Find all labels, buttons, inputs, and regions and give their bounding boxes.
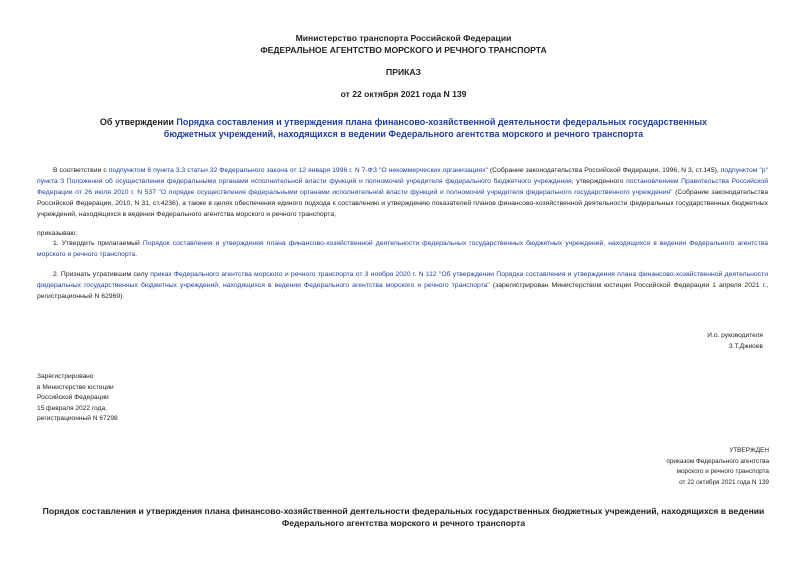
registration-line: 15 февраля 2022 года, [37, 404, 107, 412]
signature-name: З.Т.Джиоев [728, 343, 763, 350]
repealed-order-link[interactable]: приказ Федерального агентства морского и речного транспорта от 3 ноября 2020 г. N 112 "Об утверждении Порядка составления и утверждения плана финансово-хозяйственной деятельности федеральных государственных бюджетных учреждений, находящихся в ведении Федерального агентства морского и речного транспорта" [37, 271, 768, 289]
law-link[interactable]: подпунктом 6 пункта 3.3 статьи 32 Федерального закона от 12 января 1996 г. N 7-ФЗ "О некоммерческих организациях" [108, 167, 488, 174]
doc-type: ПРИКАЗ [386, 67, 421, 77]
item-2-text: 2. Признать утратившим силу [53, 271, 151, 278]
regulation-link[interactable]: подпунктом "р" пункта 3 Положения об осуществлении федеральными органами исполнительной власти функций и полномочий учредителя федерального бюджетного учреждения [37, 167, 768, 185]
approved-block [666, 446, 769, 488]
registration-note [37, 372, 118, 425]
order-title-link[interactable]: Порядка составления и утверждения плана финансово-хозяйственной деятельности федеральных государственных бюджетных учреждений, находящихся в ведении Федерального агентства морского и речного транспорта [163, 117, 708, 139]
decree-link[interactable]: постановлением Правительства Российской Федерации от 26 июля 2010 г. N 537 "О порядке осуществления федеральными органами исполнительной власти функций и полномочий учредителя федерального государственного учреждения" [37, 178, 768, 196]
order-word: приказываю: [37, 230, 78, 237]
agency-name: ФЕДЕРАЛЬНОЕ АГЕНТСТВО МОРСКОГО И РЕЧНОГО ТРАНСПОРТА [260, 45, 547, 55]
preamble-paragraph [37, 165, 768, 220]
preamble-text-3: , утвержденного [571, 178, 627, 185]
doc-date-number: от 22 октября 2021 года N 139 [340, 89, 467, 99]
registration-line: в Министерстве юстиции [37, 383, 114, 391]
procedure-link[interactable]: Порядок составления и утверждения плана финансово-хозяйственной деятельности федеральных государственных бюджетных учреждений, находящихся в ведении Федерального агентства морского и речного транспорта [37, 240, 769, 258]
signature-role: И.о. руководителя [707, 332, 763, 339]
signature-block [707, 330, 763, 352]
approved-word: УТВЕРЖДЕН [729, 447, 769, 454]
registration-line: Российской Федерации [37, 394, 109, 401]
item-2-end: (зарегистрирован Министерством юстиции Российской Федерации 1 апреля 2021 г., регистрационный N 62969). [37, 282, 768, 300]
item-1-end: . [135, 251, 138, 258]
approved-line: от 22 октября 2021 года N 139 [679, 478, 769, 486]
approved-line: морского и речного транспорта [676, 468, 769, 475]
item-1 [37, 238, 768, 260]
registration-line: регистрационный N 67298 [37, 415, 118, 422]
preamble-text-1: В соответствии с [53, 167, 109, 174]
preamble-text-4: (Собрание законодательства Российской Федерации, 2010, N 31, ст.4236), а также в целях обеспечения единого подхода к составлению и утверждению показателей планов финансово-хозяйственной деятельности федеральных государственных бюджетных учреждений, находящихся в ведении Федерального агентства морского и речного транспорта, [37, 189, 768, 218]
item-1-text: 1. Утвердить прилагаемый [53, 240, 143, 247]
procedure-title: Порядок составления и утверждения плана финансово-хозяйственной деятельности федеральных государственных бюджетных учреждений, находящихся в ведении Федерального агентства морского и речного транспорта [42, 506, 765, 528]
approved-line: приказом Федерального агентства [666, 457, 769, 465]
preamble-text-2: (Собрание законодательства Российской Федерации, 1996, N 3, ст.145), [487, 167, 721, 174]
order-title-prefix: Об утверждении [99, 117, 177, 127]
order-title [90, 116, 717, 140]
ministry-name: Министерство транспорта Российской Федерации [295, 33, 512, 43]
item-2 [37, 269, 768, 302]
registration-line: Зарегистрировано [37, 373, 94, 380]
